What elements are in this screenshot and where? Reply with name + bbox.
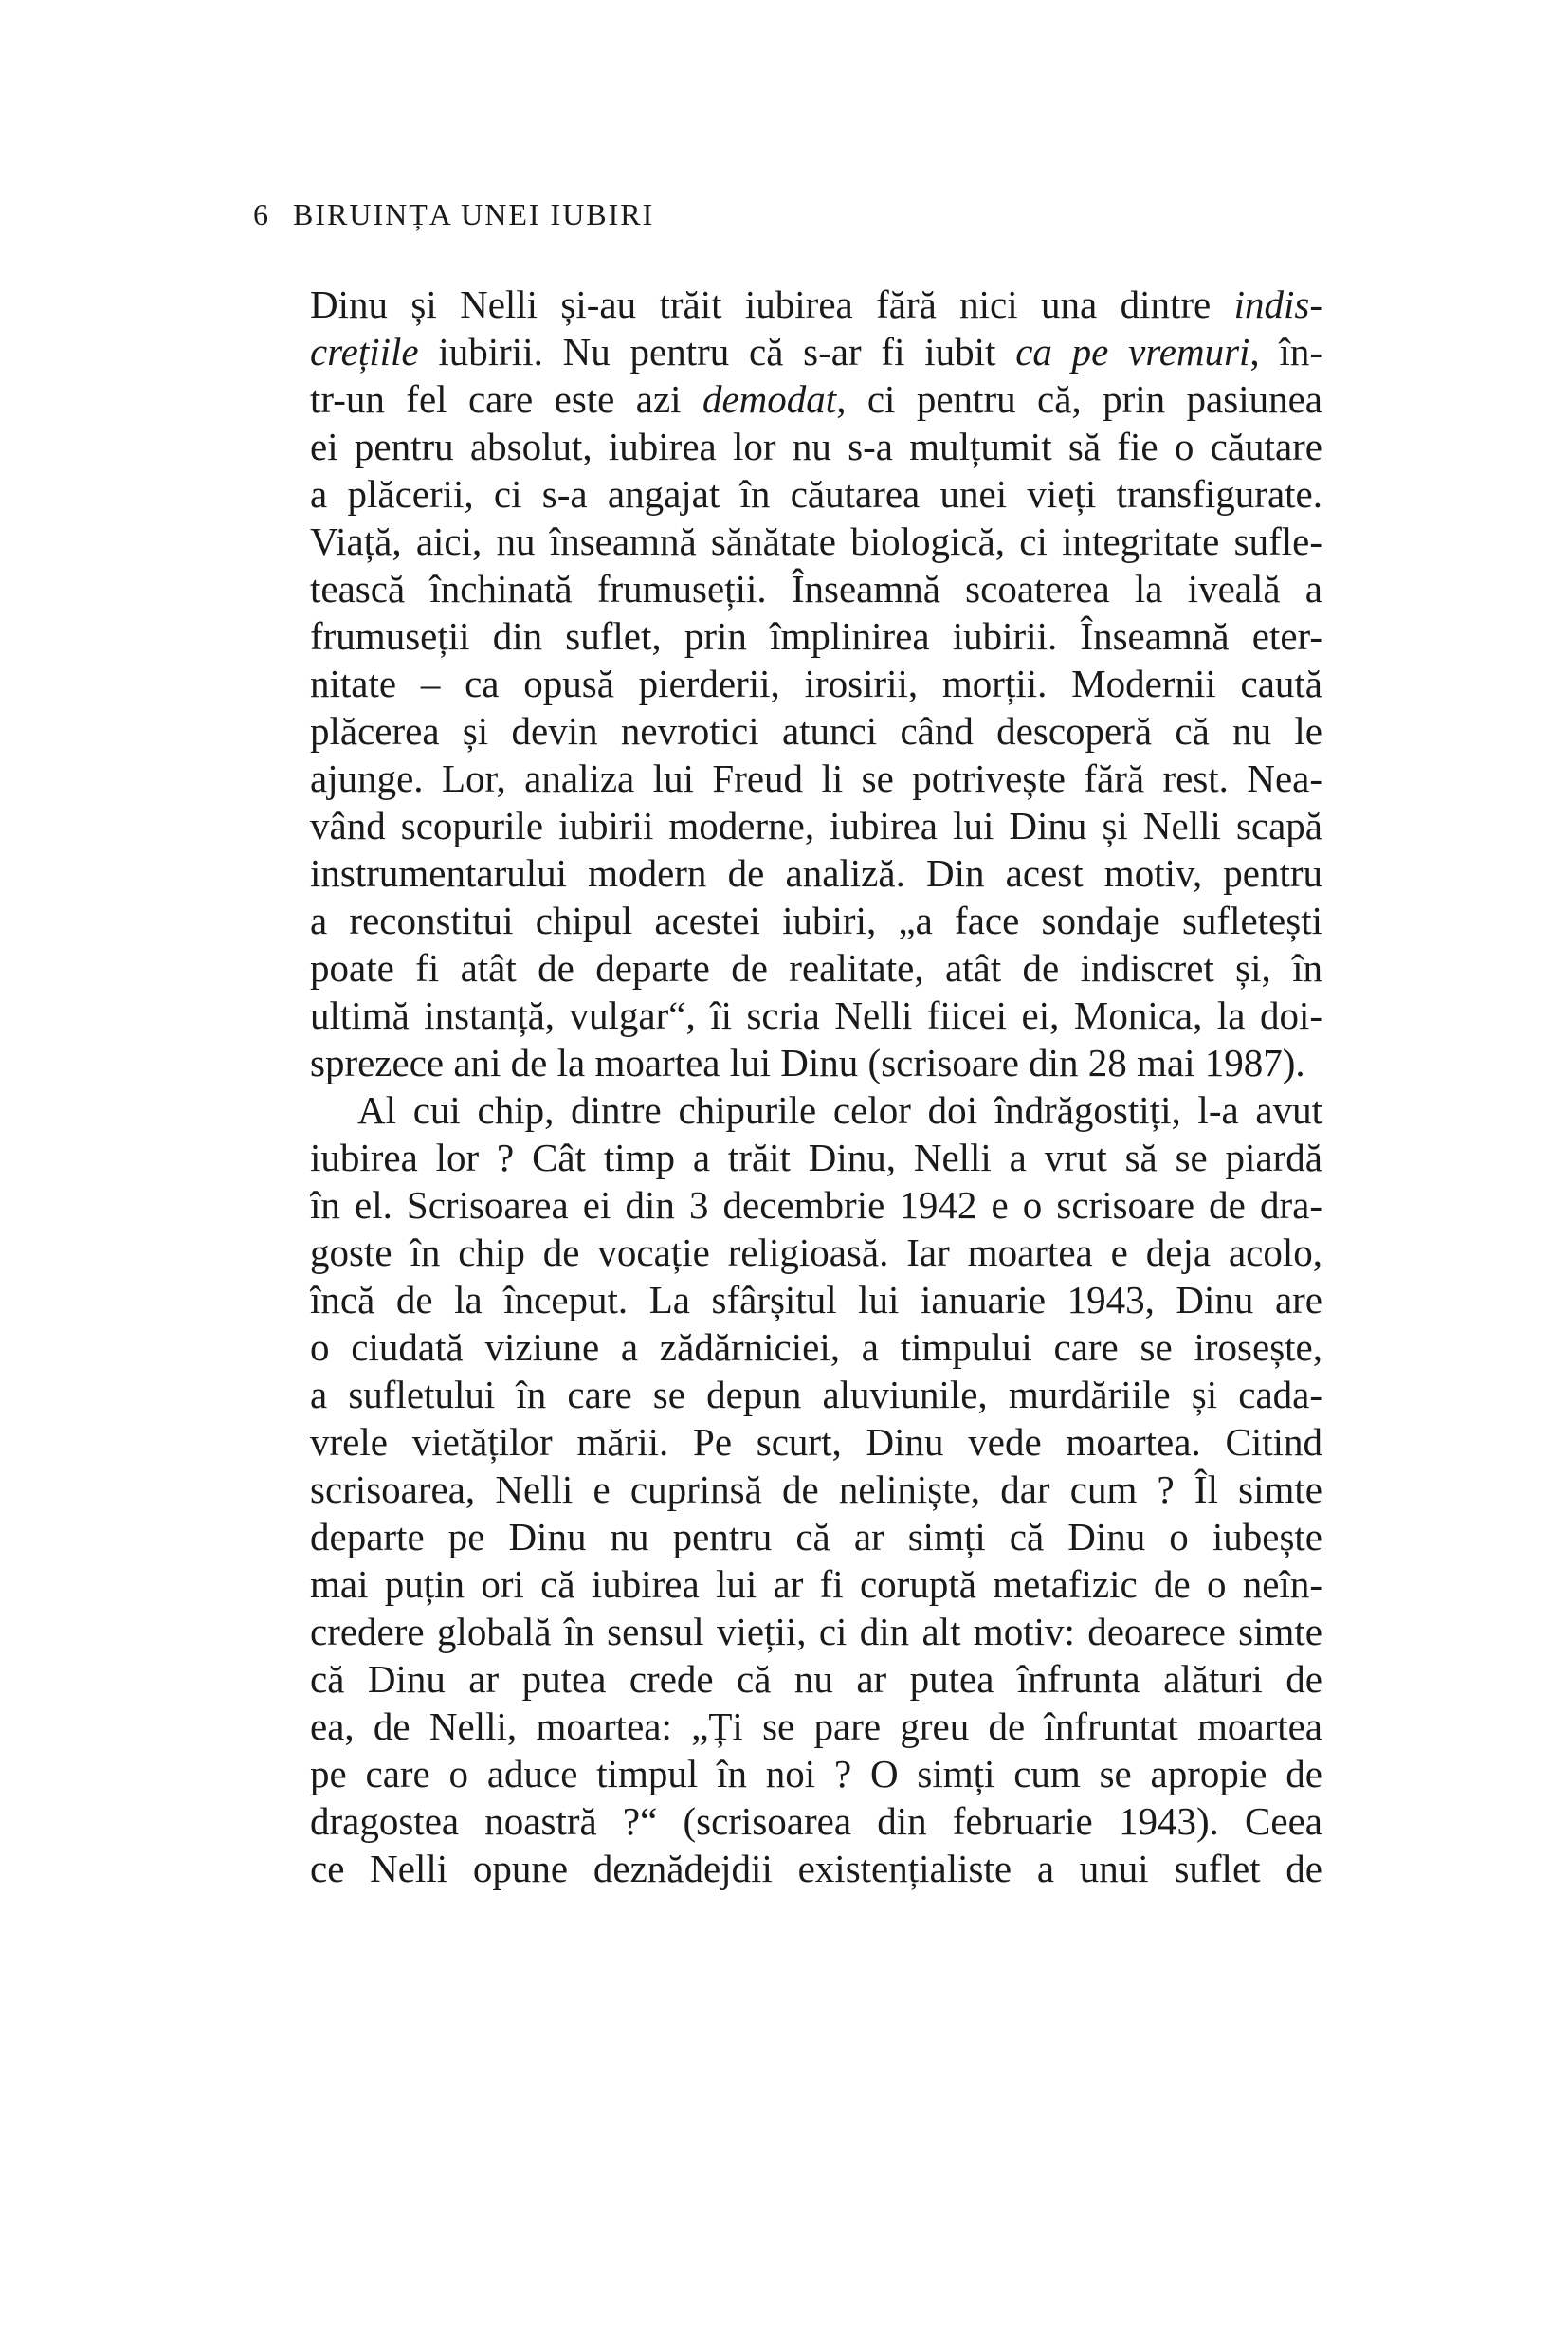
italic-text: demodat: [702, 377, 837, 421]
text-fragment: ultimă instanță, vulgar“, îi scria Nelli fiicei ei, Monica, la doi-: [310, 993, 1322, 1037]
text-fragment: ea, de Nelli, moartea: „Ți se pare greu de înfruntat moartea: [310, 1704, 1322, 1748]
text-fragment: vând scopurile iubirii moderne, iubirea lui Dinu și Nelli scapă: [310, 804, 1322, 847]
text-line: [310, 897, 1322, 944]
text-fragment: iubirii. Nu pentru că s-ar fi iubit: [418, 330, 1016, 374]
text-fragment: plăcerea și devin nevrotici atunci când descoperă că nu le: [310, 709, 1322, 753]
text-fragment: ei pentru absolut, iubirea lor nu s-a mulțumit să fie o căutare: [310, 425, 1322, 468]
text-fragment: în el. Scrisoarea ei din 3 decembrie 1942 e o scrisoare de dra-: [310, 1183, 1322, 1227]
text-line: [310, 755, 1322, 802]
text-line: [310, 1703, 1322, 1750]
text-line: [310, 1371, 1322, 1418]
text-fragment: frumuseții din suflet, prin împlinirea iubirii. Înseamnă eter-: [310, 614, 1322, 658]
text-fragment: a sufletului în care se depun aluviunile, murdăriile și cada-: [310, 1373, 1322, 1416]
text-line: [310, 1466, 1322, 1513]
italic-text: indis-: [1233, 282, 1322, 326]
text-line: [310, 470, 1322, 518]
text-fragment: a plăcerii, ci s-a angajat în căutarea unei vieți transfigurate.: [310, 472, 1322, 516]
text-line: [310, 1323, 1322, 1371]
running-title: BIRUINȚA UNEI IUBIRI: [293, 197, 655, 231]
text-line: [310, 1181, 1322, 1229]
text-line: [310, 849, 1322, 897]
page-number: 6: [253, 197, 270, 231]
text-line: [310, 992, 1322, 1039]
text-line: [310, 1229, 1322, 1276]
text-line: [310, 707, 1322, 755]
text-fragment: poate fi atât de departe de realitate, atât de indiscret și, în: [310, 946, 1322, 990]
text-fragment: instrumentarului modern de analiză. Din acest motiv, pentru: [310, 851, 1322, 895]
text-line: [310, 281, 1322, 328]
text-fragment: mai puțin ori că iubirea lui ar fi coruptă metafizic de o neîn-: [310, 1562, 1322, 1606]
text-fragment: că Dinu ar putea crede că nu ar putea înfrunta alături de: [310, 1657, 1322, 1701]
text-fragment: pe care o aduce timpul în noi ? O simți cum se apropie de: [310, 1752, 1322, 1795]
text-line: [310, 1845, 1322, 1892]
text-fragment: Dinu și Nelli și-au trăit iubirea fără nici una dintre: [310, 282, 1234, 326]
text-line: [310, 660, 1322, 707]
text-fragment: a reconstitui chipul acestei iubiri, „a face sondaje sufletești: [310, 899, 1322, 942]
text-line: [310, 944, 1322, 992]
text-fragment: tească închinată frumuseții. Înseamnă scoaterea la iveală a: [310, 567, 1322, 611]
text-fragment: ce Nelli opune deznădejdii existențialiste a unui suflet de: [310, 1847, 1322, 1890]
text-line: [310, 375, 1322, 423]
text-line: [310, 1086, 1322, 1134]
text-line: [310, 1134, 1322, 1181]
text-line: [310, 1276, 1322, 1323]
text-line: [310, 518, 1322, 565]
text-fragment: nitate – ca opusă pierderii, irosirii, morții. Modernii caută: [310, 662, 1322, 705]
text-line: [310, 565, 1322, 612]
text-fragment: tr-un fel care este azi: [310, 377, 702, 421]
text-line: [310, 328, 1322, 375]
text-line: [310, 1608, 1322, 1655]
text-fragment: Al cui chip, dintre chipurile celor doi îndrăgostiți, l-a avut: [357, 1088, 1322, 1132]
text-line: [310, 1655, 1322, 1703]
text-line: [310, 1039, 1322, 1086]
text-fragment: încă de la început. La sfârșitul lui ianuarie 1943, Dinu are: [310, 1278, 1322, 1321]
italic-text: crețiile: [310, 330, 419, 374]
text-line: [310, 423, 1322, 470]
text-line: [310, 1513, 1322, 1560]
text-line: [310, 1418, 1322, 1466]
text-line: [310, 1797, 1322, 1845]
text-fragment: dragostea noastră ?“ (scrisoarea din februarie 1943). Ceea: [310, 1799, 1322, 1843]
text-line: [310, 612, 1322, 660]
text-fragment: scrisoarea, Nelli e cuprinsă de neliniște, dar cum ? Îl simte: [310, 1467, 1322, 1511]
text-fragment: sprezece ani de la moartea lui Dinu (scrisoare din 28 mai 1987).: [310, 1041, 1305, 1084]
text-line: [310, 802, 1322, 849]
body-text: [310, 281, 1322, 1892]
running-head: [253, 195, 654, 233]
italic-text: ca pe vremuri: [1015, 330, 1250, 374]
text-fragment: vrele vietăților mării. Pe scurt, Dinu vede moartea. Citind: [310, 1420, 1322, 1464]
text-fragment: Viață, aici, nu înseamnă sănătate biologică, ci integritate sufle-: [310, 519, 1322, 563]
text-fragment: iubirea lor ? Cât timp a trăit Dinu, Nelli a vrut să se piardă: [310, 1136, 1322, 1179]
text-fragment: credere globală în sensul vieții, ci din alt motiv: deoarece simte: [310, 1610, 1322, 1653]
text-fragment: goste în chip de vocație religioasă. Iar moartea e deja acolo,: [310, 1230, 1322, 1274]
text-fragment: o ciudată viziune a zădărniciei, a timpului care se irosește,: [310, 1325, 1322, 1369]
text-fragment: ajunge. Lor, analiza lui Freud li se potrivește fără rest. Nea-: [310, 756, 1322, 800]
text-fragment: , în-: [1249, 330, 1322, 374]
text-fragment: , ci pentru că, prin pasiunea: [836, 377, 1322, 421]
text-fragment: departe pe Dinu nu pentru că ar simți că Dinu o iubește: [310, 1515, 1322, 1558]
text-line: [310, 1560, 1322, 1608]
text-line: [310, 1750, 1322, 1797]
